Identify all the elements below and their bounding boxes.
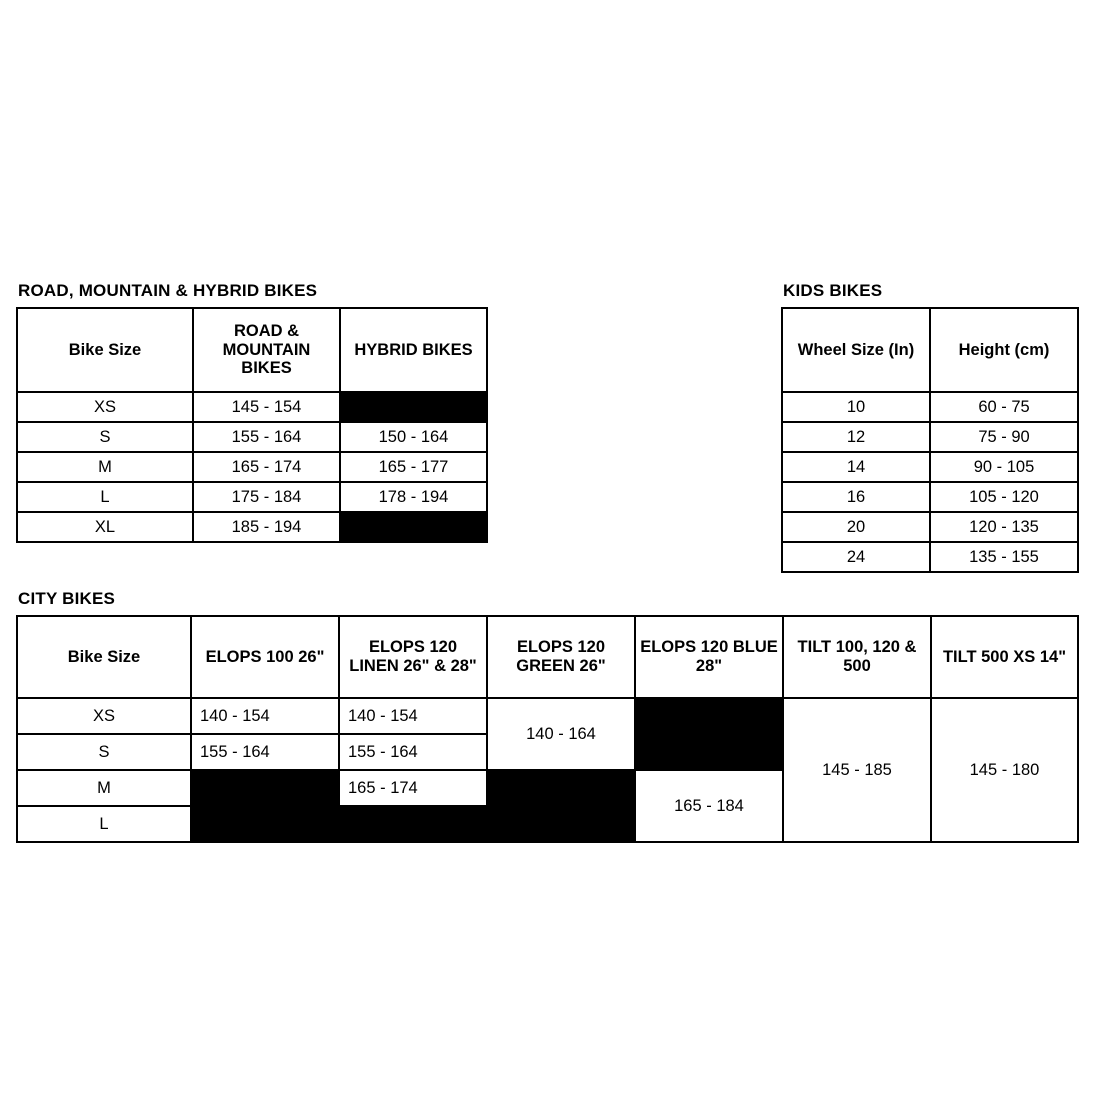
column-header-height: Height (cm) <box>930 308 1078 392</box>
cell-tilt-500-xs-14-range: 145 - 180 <box>931 698 1078 842</box>
cell-wheel-size: 10 <box>782 392 930 422</box>
cell-bike-size: M <box>17 770 191 806</box>
cell-hybrid-unavailable <box>340 392 487 422</box>
cell-bike-size: XS <box>17 698 191 734</box>
table-row <box>782 512 1078 542</box>
table-row <box>782 392 1078 422</box>
cell-height-range: 90 - 105 <box>930 452 1078 482</box>
column-header-hybrid: HYBRID BIKES <box>340 308 487 392</box>
column-header-road-mountain: ROAD & MOUNTAIN BIKES <box>193 308 340 392</box>
kids-section-title: KIDS BIKES <box>783 281 883 300</box>
cell-bike-size: XS <box>17 392 193 422</box>
cell-hybrid-unavailable <box>340 512 487 542</box>
table-header-row <box>17 308 487 392</box>
column-header-tilt-100-120-500: TILT 100, 120 & 500 <box>783 616 931 698</box>
cell-road-mountain-range: 155 - 164 <box>193 422 340 452</box>
cell-height-range: 135 - 155 <box>930 542 1078 572</box>
cell-wheel-size: 12 <box>782 422 930 452</box>
cell-bike-size: S <box>17 422 193 452</box>
cell-road-mountain-range: 145 - 154 <box>193 392 340 422</box>
cell-hybrid-range: 150 - 164 <box>340 422 487 452</box>
cell-bike-size: M <box>17 452 193 482</box>
cell-bike-size: L <box>17 482 193 512</box>
cell-bike-size: S <box>17 734 191 770</box>
road-mountain-hybrid-table <box>16 307 488 543</box>
road-section-title: ROAD, MOUNTAIN & HYBRID BIKES <box>18 281 318 300</box>
table-row <box>17 482 487 512</box>
table-row <box>782 542 1078 572</box>
cell-elops-120-green-unavailable <box>487 770 635 842</box>
table-row <box>782 422 1078 452</box>
column-header-elops-120-green: ELOPS 120 GREEN 26" <box>487 616 635 698</box>
table-row <box>17 392 487 422</box>
cell-wheel-size: 20 <box>782 512 930 542</box>
city-bikes-section <box>16 589 1079 843</box>
cell-height-range: 75 - 90 <box>930 422 1078 452</box>
column-header-bike-size: Bike Size <box>17 308 193 392</box>
kids-bikes-section <box>781 281 1079 573</box>
cell-wheel-size: 14 <box>782 452 930 482</box>
cell-elops-100-range: 155 - 164 <box>191 734 339 770</box>
column-header-wheel-size: Wheel Size (In) <box>782 308 930 392</box>
table-row <box>17 512 487 542</box>
cell-road-mountain-range: 165 - 174 <box>193 452 340 482</box>
table-row <box>17 422 487 452</box>
cell-wheel-size: 16 <box>782 482 930 512</box>
table-row <box>17 698 1078 734</box>
table-row <box>782 452 1078 482</box>
column-header-bike-size: Bike Size <box>17 616 191 698</box>
city-bikes-table <box>16 615 1079 843</box>
cell-elops-120-linen-range: 165 - 174 <box>339 770 487 806</box>
column-header-tilt-500-xs-14: TILT 500 XS 14" <box>931 616 1078 698</box>
table-header-row <box>782 308 1078 392</box>
road-mountain-hybrid-section <box>16 281 488 543</box>
cell-elops-100-unavailable <box>191 770 339 842</box>
cell-elops-120-blue-unavailable <box>635 698 783 770</box>
cell-hybrid-range: 178 - 194 <box>340 482 487 512</box>
cell-road-mountain-range: 185 - 194 <box>193 512 340 542</box>
column-header-elops-120-linen: ELOPS 120 LINEN 26" & 28" <box>339 616 487 698</box>
cell-elops-120-linen-range: 155 - 164 <box>339 734 487 770</box>
table-row <box>17 452 487 482</box>
cell-elops-120-green-range: 140 - 164 <box>487 698 635 770</box>
cell-hybrid-range: 165 - 177 <box>340 452 487 482</box>
cell-height-range: 120 - 135 <box>930 512 1078 542</box>
cell-bike-size: XL <box>17 512 193 542</box>
cell-road-mountain-range: 175 - 184 <box>193 482 340 512</box>
cell-wheel-size: 24 <box>782 542 930 572</box>
cell-bike-size: L <box>17 806 191 842</box>
city-section-title: CITY BIKES <box>18 589 116 608</box>
column-header-elops-100-26: ELOPS 100 26" <box>191 616 339 698</box>
cell-elops-120-blue-range: 165 - 184 <box>635 770 783 842</box>
table-header-row <box>17 616 1078 698</box>
table-row <box>782 482 1078 512</box>
cell-elops-120-linen-range: 140 - 154 <box>339 698 487 734</box>
cell-elops-100-range: 140 - 154 <box>191 698 339 734</box>
cell-tilt-100-120-500-range: 145 - 185 <box>783 698 931 842</box>
column-header-elops-120-blue: ELOPS 120 BLUE 28" <box>635 616 783 698</box>
cell-elops-120-linen-unavailable <box>339 806 487 842</box>
kids-bikes-table <box>781 307 1079 573</box>
cell-height-range: 60 - 75 <box>930 392 1078 422</box>
cell-height-range: 105 - 120 <box>930 482 1078 512</box>
